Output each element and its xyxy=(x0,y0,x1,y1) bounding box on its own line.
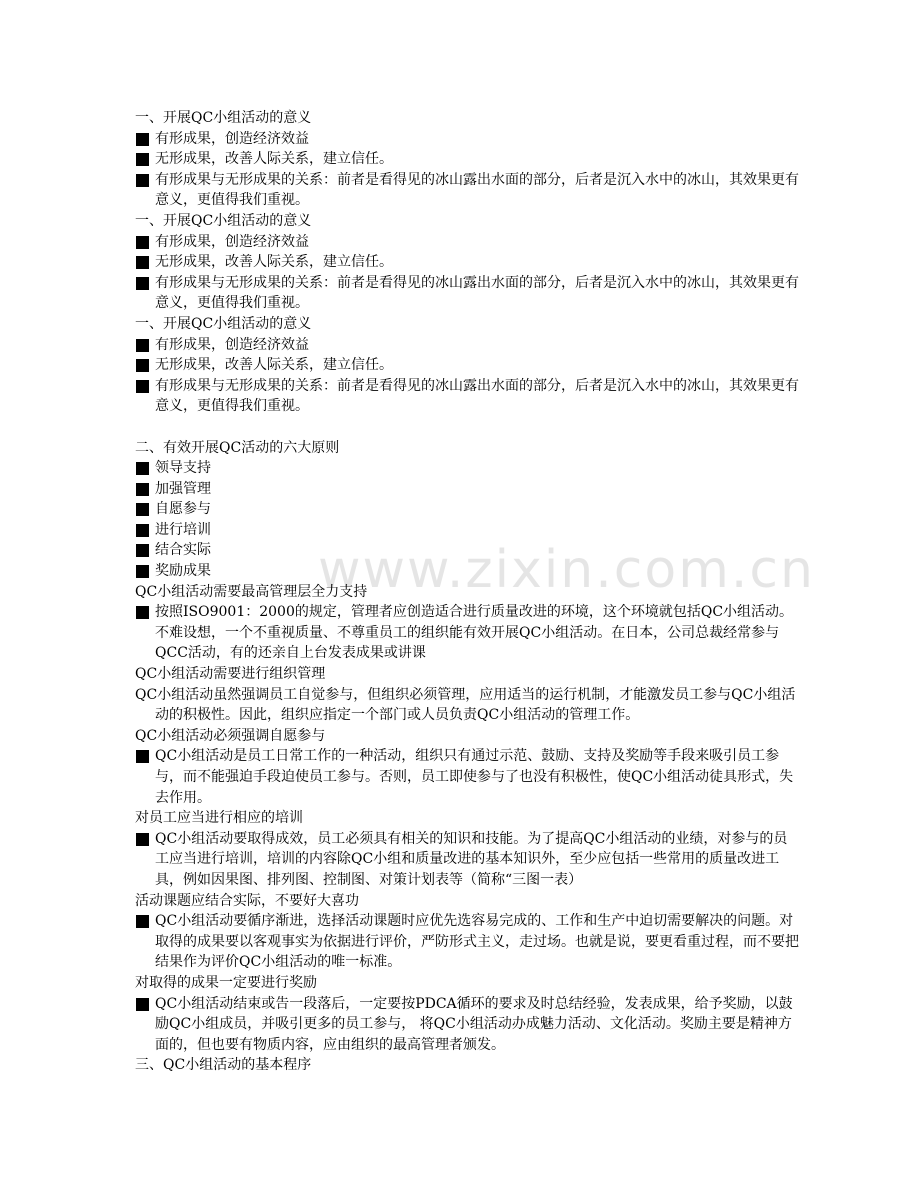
bullet-text: 有形成果，创造经济效益 xyxy=(155,336,309,353)
bullet-text: 无形成果，改善人际关系，建立信任。 xyxy=(155,254,393,271)
bullet-text: 有形成果与无形成果的关系：前者是看得见的冰山露出水面的部分，后者是沉入水中的冰山，其效果更有意义，更值得我们重视。 xyxy=(155,171,799,209)
square-bullet-icon xyxy=(136,524,149,537)
square-bullet-icon xyxy=(136,998,149,1011)
bullet-item xyxy=(135,149,800,170)
section-heading: 一、开展QC小组活动的意义 xyxy=(135,110,312,126)
square-bullet-icon xyxy=(136,380,149,393)
bullet-item xyxy=(135,746,800,808)
bullet-item xyxy=(135,602,800,664)
bullet-item xyxy=(135,911,800,973)
bullet-text: 无形成果，改善人际关系，建立信任。 xyxy=(155,151,393,168)
bullet-text: 结合实际 xyxy=(155,542,211,559)
square-bullet-icon xyxy=(136,359,149,372)
bullet-item xyxy=(135,252,800,273)
bullet-item xyxy=(135,540,800,561)
bullet-text: 奖励成果 xyxy=(155,563,211,580)
paragraph: QC小组活动虽然强调员工自觉参与，但组织必须管理，应用适当的运行机制，才能激发员工参与QC小组活动的积极性。因此，组织应指定一个部门或人员负责QC小组活动的管理工作。 xyxy=(135,686,796,724)
section-heading: 二、有效开展QC活动的六大原则 xyxy=(135,439,340,456)
section-heading: 三、QC小组活动的基本程序 xyxy=(135,1057,312,1074)
square-bullet-icon xyxy=(136,750,149,763)
section-heading: 对取得的成果一定要进行奖励 xyxy=(135,974,317,991)
bullet-text: 无形成果，改善人际关系，建立信任。 xyxy=(155,357,393,374)
bullet-item xyxy=(135,561,800,582)
bullet-text: 进行培训 xyxy=(155,521,211,538)
bullet-text: 领导支持 xyxy=(155,460,211,477)
bullet-item xyxy=(135,829,800,891)
square-bullet-icon xyxy=(136,256,149,269)
square-bullet-icon xyxy=(136,462,149,475)
section-heading: 一、开展QC小组活动的意义 xyxy=(135,212,312,229)
bullet-item xyxy=(135,170,800,211)
bullet-item xyxy=(135,273,800,314)
square-bullet-icon xyxy=(136,153,149,166)
square-bullet-icon xyxy=(136,483,149,496)
square-bullet-icon xyxy=(136,339,149,352)
bullet-item xyxy=(135,376,800,417)
bullet-text: 按照ISO9001：2000的规定，管理者应创造适合进行质量改进的环境，这个环境就包括QC小组活动。不难设想，一个不重视质量、不尊重员工的组织能有效开展QC小组活动。在日本，公司总裁经常参与QCC活动，有的还亲自上台发表成果或讲课 xyxy=(155,604,794,662)
section-heading: 一、开展QC小组活动的意义 xyxy=(135,315,312,332)
bullet-item xyxy=(135,129,800,150)
bullet-text: 自愿参与 xyxy=(155,501,211,518)
bullet-item xyxy=(135,994,800,1056)
square-bullet-icon xyxy=(136,133,149,146)
section-heading: QC小组活动需要最高管理层全力支持 xyxy=(135,583,368,600)
bullet-text: 有形成果与无形成果的关系：前者是看得见的冰山露出水面的部分，后者是沉入水中的冰山，其效果更有意义，更值得我们重视。 xyxy=(155,274,799,312)
bullet-text: QC小组活动是员工日常工作的一种活动，组织只有通过示范、鼓励、支持及奖励等手段来吸引员工参与，而不能强迫手段迫使员工参与。否则，员工即使参与了也没有积极性，使QC小组活动徒具形式，失去作用。 xyxy=(155,748,794,806)
bullet-item xyxy=(135,520,800,541)
square-bullet-icon xyxy=(136,544,149,557)
bullet-item xyxy=(135,355,800,376)
square-bullet-icon xyxy=(136,503,149,516)
bullet-text: QC小组活动结束或告一段落后，一定要按PDCA循环的要求及时总结经验，发表成果，给予奖励，以鼓励QC小组成员，并吸引更多的员工参与， 将QC小组活动办成魅力活动、文化活动。奖励主要是精神方面的，但也要有物质内容，应由组织的最高管理者颁发。 xyxy=(155,995,793,1053)
bullet-item xyxy=(135,335,800,356)
square-bullet-icon xyxy=(136,236,149,249)
square-bullet-icon xyxy=(136,565,149,578)
square-bullet-icon xyxy=(136,174,149,187)
section-heading: 活动课题应结合实际，不要好大喜功 xyxy=(135,892,359,909)
bullet-text: 加强管理 xyxy=(155,480,211,497)
bullet-text: 有形成果与无形成果的关系：前者是看得见的冰山露出水面的部分，后者是沉入水中的冰山，其效果更有意义，更值得我们重视。 xyxy=(155,377,799,415)
bullet-text: QC小组活动要取得成效，员工必须具有相关的知识和技能。为了提高QC小组活动的业绩，对参与的员工应当进行培训，培训的内容除QC小组和质量改进的基本知识外，至少应包括一些常用的质量改进工具，例如因果图、排列图、控制图、对策计划表等（简称“三图一表） xyxy=(155,830,788,888)
bullet-item xyxy=(135,458,800,479)
bullet-text: 有形成果，创造经济效益 xyxy=(155,233,309,250)
blank-line xyxy=(135,417,800,438)
section-heading: 对员工应当进行相应的培训 xyxy=(135,810,303,827)
square-bullet-icon xyxy=(136,833,149,846)
square-bullet-icon xyxy=(136,915,149,928)
section-heading: QC小组活动需要进行组织管理 xyxy=(135,666,326,683)
document-body xyxy=(135,108,800,1076)
bullet-text: QC小组活动要循序渐进，选择活动课题时应优先选容易完成的、工作和生产中迫切需要解决的问题。对取得的成果要以客观事实为依据进行评价，严防形式主义，走过场。也就是说，要更看重过程，而不要把结果作为评价QC小组活动的唯一标准。 xyxy=(155,913,799,971)
bullet-item xyxy=(135,479,800,500)
watermark: www.zixin.com.cn xyxy=(318,540,815,600)
square-bullet-icon xyxy=(136,606,149,619)
bullet-item xyxy=(135,499,800,520)
bullet-item xyxy=(135,232,800,253)
section-heading: QC小组活动必须强调自愿参与 xyxy=(135,727,326,744)
square-bullet-icon xyxy=(136,277,149,290)
bullet-text: 有形成果，创造经济效益 xyxy=(155,130,309,147)
